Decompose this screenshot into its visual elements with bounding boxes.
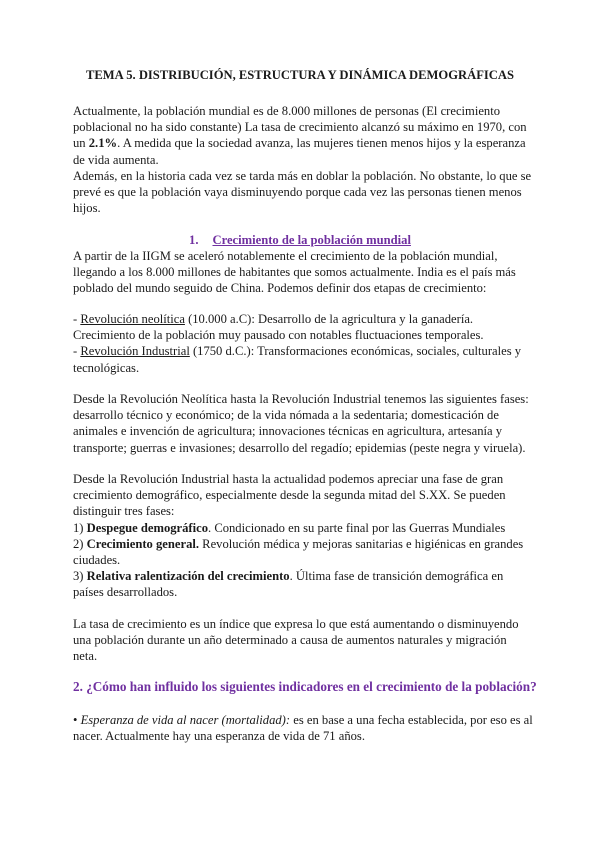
intro-text-a: Actualmente, la población mundial es de 8.000 millones de personas (El crecimiento poblacional no ha sido constante) La tasa de crecimiento alcanzó su máximo en 1970, con un	[73, 104, 527, 151]
phase-item-2	[73, 536, 533, 568]
section-1-title: Crecimiento de la población mundial	[212, 233, 411, 247]
intro-paragraph-1	[73, 103, 533, 168]
phase-text: . Condicionado en su parte final por las Guerras Mundiales	[208, 520, 506, 535]
phase-text: . Última fase de transición demográfica en países desarrollados.	[73, 569, 504, 600]
stage-dash: -	[73, 312, 81, 326]
stages-list	[73, 311, 533, 376]
intro-block	[73, 103, 533, 216]
indicator-text: es en base a una fecha establecida, por eso es al nacer. Actualmente hay una esperanza de vida de 71 años.	[73, 713, 533, 744]
indicator-name: Esperanza de vida al nacer (mortalidad):	[80, 713, 291, 727]
section-1-para-4	[73, 616, 533, 665]
stage-dash: -	[73, 344, 81, 359]
section-1-paragraph-4: La tasa de crecimiento es un índice que expresa lo que está aumentando o disminuyendo una población durante un año determinado a causa de aumentos naturales y migración neta.	[73, 617, 519, 664]
phase-number: 1)	[73, 520, 87, 535]
section-2-item-1	[73, 712, 533, 744]
section-1-heading	[0, 232, 600, 248]
section-1-para-1	[73, 248, 533, 297]
stage-name: Revolución Industrial	[80, 344, 190, 359]
bullet: •	[73, 713, 81, 727]
section-1-number: 1.	[189, 233, 199, 247]
section-1-paragraph-1: A partir de la IIGM se aceleró notablemente el crecimiento de la población mundial, llegando a los 8.000 millones de habitantes que somos actualmente. India es el país más poblado del mundo seguido de China. Podemos definir dos etapas de crecimiento:	[73, 249, 516, 296]
section-1-paragraph-3: Desde la Revolución Industrial hasta la actualidad podemos apreciar una fase de gran crecimiento demográfico, especialmente desde la segunda mitad del S.XX. Se pueden distinguir tres fases:	[73, 472, 506, 519]
phase-name: Despegue demográfico	[86, 520, 209, 535]
section-2-heading: 2. ¿Cómo han influido los siguientes indicadores en el crecimiento de la población?	[73, 679, 537, 694]
stage-item-neolitica	[73, 311, 533, 343]
phase-name: Crecimiento general.	[86, 536, 200, 551]
phase-number: 3)	[73, 569, 87, 584]
section-1-paragraph-2: Desde la Revolución Neolítica hasta la Revolución Industrial tenemos las siguientes fases: desarrollo técnico y económico; de la vida nómada a la sedentaria; domesticación de animales e invención de agricultura; innovaciones técnicas en agricultura, artesanía y transporte; guerras e invasiones; desarrollo del regadío; epidemias (peste negra y viruela).	[73, 392, 529, 455]
phase-name: Relativa ralentización del crecimiento	[86, 569, 290, 584]
stage-text: (1750 d.C.): Transformaciones económicas, sociales, culturales y tecnológicas.	[73, 344, 522, 375]
intro-paragraph-2: Además, en la historia cada vez se tarda más en doblar la población. No obstante, lo que se prevé es que la población vaya disminuyendo porque cada vez las personas tienen menos hijos.	[73, 168, 532, 216]
stage-text: (10.000 a.C): Desarrollo de la agricultura y la ganadería. Crecimiento de la población muy pausado con notables fluctuaciones temporales.	[73, 312, 484, 343]
phase-number: 2)	[73, 536, 87, 551]
indicator-item	[73, 712, 533, 744]
phase-item-1	[73, 520, 533, 536]
stage-name: Revolución neolítica	[80, 312, 185, 326]
growth-peak-value: 2.1%	[88, 136, 118, 151]
section-1-para-2	[73, 391, 533, 456]
phase-item-3	[73, 568, 533, 600]
document-title: TEMA 5. DISTRIBUCIÓN, ESTRUCTURA Y DINÁMICA DEMOGRÁFICAS	[85, 68, 514, 82]
intro-text-b: . A medida que la sociedad avanza, las mujeres tienen menos hijos y la esperanza de vida aumenta.	[73, 136, 526, 167]
phase-text: Revolución médica y mejoras sanitarias e higiénicas en grandes ciudades.	[73, 536, 524, 568]
stage-item-industrial	[73, 343, 533, 375]
section-1-para-3	[73, 471, 533, 601]
